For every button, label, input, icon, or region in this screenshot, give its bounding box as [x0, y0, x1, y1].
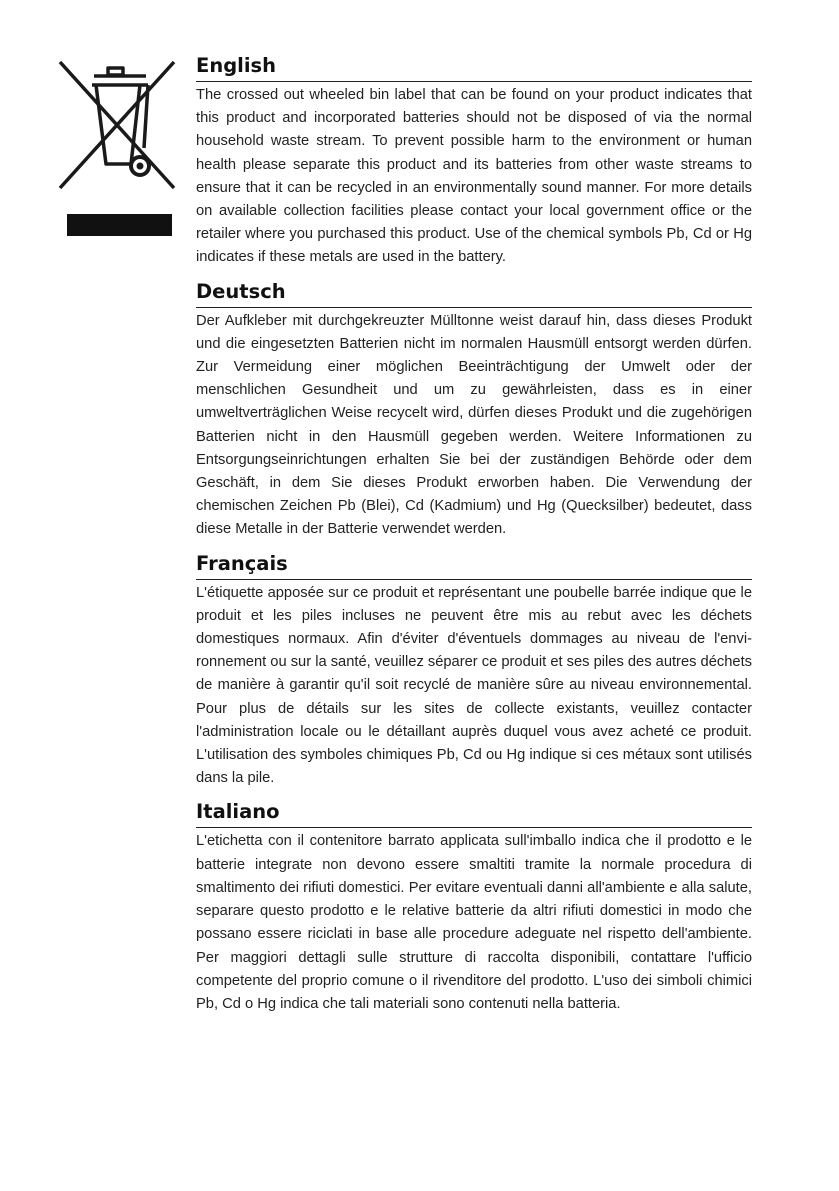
multilingual-disposal-notice [196, 52, 752, 1024]
crossed-out-wheeled-bin-icon [58, 60, 176, 190]
paragraph-italiano: L'etichetta con il contenitore barrato applicata sull'imballo indica che il prodotto e le batterie integrate non devono essere smaltiti tramite la normale procedura di smaltimento dei rifiuti domestici. Per evitare eventuali danni all'ambiente e alla salute, separare questo prodotto e le relative batterie da altri rifiuti domestici in modo che possano essere riciclati in base alle procedure adeguate nel rispetto dell'ambiente. Per maggiori dettagli sulle strutture di raccolta disponibili, contattare l'ufficio competente del proprio comune o il rivenditore del prodotto. L'uso dei simboli chimici Pb, Cd o Hg indica che tali materiali sono contenuti nella batteria. [196, 833, 752, 1012]
heading-deutsch: Deutsch [196, 278, 752, 308]
heading-italiano: Italiano [196, 798, 752, 828]
paragraph-deutsch: Der Aufkleber mit durchgekreuzter Mülltonne weist darauf hin, dass dieses Produkt und die eingesetzten Batterien nicht im normalen Hausmüll entsorgt werden dürfen. Zur Vermeidung einer möglichen Beeinträchtigung der Umwelt oder der menschlichen Gesundheit und um zu gewährleisten, dass es in einer umweltverträglichen Weise recycelt wird, dürfen dieses Produkt und die zugehörigen Batterien nicht in den Hausmüll gegeben werden. Weitere Informationen zu Entsorgungseinrichtungen erhalten Sie bei der zuständigen Behörde oder dem Geschäft, in dem Sie dieses Produkt erworben haben. Die Verwendung der chemischen Zeichen Pb (Blei), Cd (Kadmium) und Hg (Quecksilber) bedeutet, dass diese Metalle in der Batterie verwendet werden. [196, 312, 752, 538]
weee-black-bar [67, 214, 172, 236]
paragraph-english: The crossed out wheeled bin label that can be found on your product indicates that this product and incorporated batteries should not be disposed of via the normal household waste stream. To prevent possible harm to the environment or human health please separate this product and its batteries from other waste streams to ensure that it can be recycled in an environmentally sound manner. For more details on available collection facilities please contact your local government office or the retailer where you purchased this product. Use of the chemical symbols Pb, Cd or Hg indicates if these metals are used in the battery. [196, 87, 752, 266]
section-italiano [196, 798, 752, 1016]
section-francais [196, 550, 752, 791]
section-deutsch [196, 278, 752, 542]
paragraph-francais: L'étiquette apposée sur ce produit et représentant une poubelle barrée indique que le produit et les piles incluses ne peuvent être mis au rebut avec les déchets domestiques normaux. Afin d'éviter d'éventuels dommages au niveau de l'environnement ou sur la santé, veuillez séparer ce produit et ses piles des autres déchets de manière à garantir qu'il soit recyclé de manière sûre au niveau environnemental. Pour plus de détails sur les sites de collecte existants, veuillez contacter l'administration locale ou le détaillant auprès duquel vous avez acheté ce produit. L'utilisation des symboles chimiques Pb, Cd ou Hg indique si ces métaux sont utilisés dans la pile. [196, 584, 752, 787]
heading-english: English [196, 52, 752, 82]
section-english [196, 52, 752, 270]
heading-francais: Français [196, 550, 752, 580]
